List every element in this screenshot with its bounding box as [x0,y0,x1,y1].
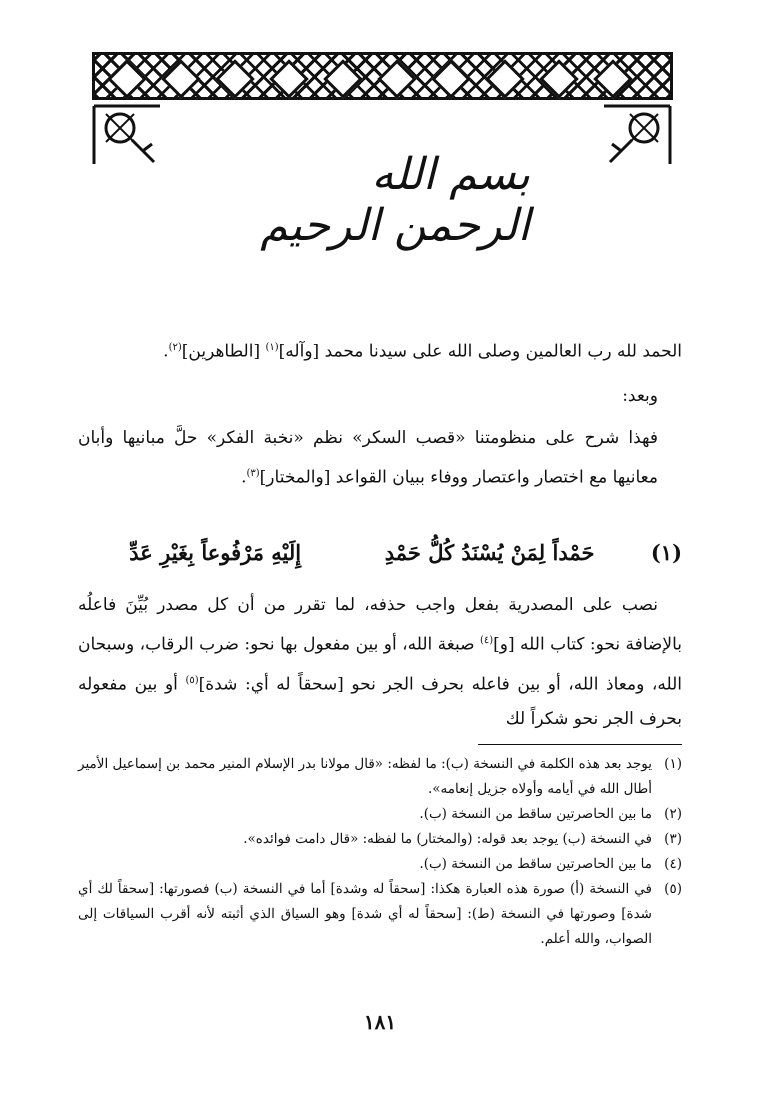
footnote-number: (٣) [664,831,682,847]
ornament-tile [593,59,633,99]
ornament-tile [539,59,579,99]
wabad-line: وبعد: [622,385,658,406]
intro-text: . [241,467,247,488]
footnotes-list [78,752,682,952]
basmala-calligraphy: بسم الله الرحمن الرحيم [260,149,530,251]
footnote-text: في النسخة (ب) يوجد بعد قوله: (والمختار) ما لفظه: «قال دامت فوائده». [243,831,652,847]
footnote-number: (١) [664,756,682,772]
ornament-tile [107,59,147,99]
page-number: ١٨١ [363,1010,397,1034]
intro-text: [الطاهرين] [181,341,261,362]
intro-line-1 [78,330,682,370]
ornament-tile [323,59,363,99]
ornament-tile [377,59,417,99]
footnote-ref: (١) [265,342,279,353]
footnote-item [78,752,682,802]
footnote-text: ما بين الحاصرتين ساقط من النسخة (ب). [419,856,652,872]
footnote-number: (٢) [664,806,682,822]
footnote-text: في النسخة (أ) صورة هذه العبارة هكذا: [سحقاً له وشدة] أما في النسخة (ب) فصورتها: [سحقاً لك أي شدة] وصورتها في النسخة (ط): [سحقاً له أي شدة] وهو السياق الذي أثبته لأنه أقرب السياقات إلى الصواب، والله أعلم. [78,881,652,947]
verse-hemistich-second: إِلَيْهِ مَرْفُوعاً بِغَيْرِ عَدِّ [129,539,302,565]
intro-block [78,330,682,495]
footnote-text: ما بين الحاصرتين ساقط من النسخة (ب). [419,806,652,822]
footnote-item [78,827,682,852]
footnote-text: يوجد بعد هذه الكلمة في النسخة (ب): ما لفظه: «قال مولانا بدر الإسلام المنير محمد بن إسماعيل الأمير أطال الله في أيامه وأولاه جزيل إنعامه». [78,756,652,797]
commentary-text: نصب على المصدرية بفعل واجب حذفه، لما تقرر من أن كل مصدر بُيِّنَ فاعلُه بالإضافة نحو: كتاب الله [و] [78,595,682,655]
footnote-number: (٤) [664,856,682,872]
commentary-paragraph [78,588,682,737]
footnote-ref: (٥) [185,674,199,686]
verse-number: (١) [650,539,682,565]
commentary-text: أو بين مفعوله بحرف الجر نحو شكراً لك [78,674,682,730]
footnote-ref: (٢) [168,342,182,353]
intro-text: الحمد لله رب العالمين وصلى الله على سيدنا محمد [وآله] [278,341,682,362]
ornament-tile [161,59,201,99]
footnote-ref: (٤) [479,635,494,646]
header-ornament-band [92,52,673,100]
ornament-tile [269,59,309,99]
intro-paragraph [78,420,682,496]
footnote-item [78,852,682,877]
ornament-tile [485,59,525,99]
footnote-item [78,877,682,952]
verse-hemistich-first: حَمْداً لِمَنْ يُسْنَدُ كُلُّ حَمْدِ [384,539,595,565]
commentary-text: صبغة الله، أو بين مفعول بها نحو: ضرب الرقاب، وسبحان الله، ومعاذ الله، أو بين فاعله بحرف الجر نحو [سحقاً له أي: شدة] [78,634,682,695]
corner-ornament-left [92,104,162,166]
intro-text: فهذا شرح على منظومتنا «قصب السكر» نظم «نخبة الفكر» حلَّ مبانيها وأبان معانيها مع اختصار واعتصار ووفاء ببيان القواعد [والمختار] [78,427,658,488]
footnote-separator [478,744,682,745]
footnote-item [78,802,682,827]
ornament-tile [215,59,255,99]
footnote-number: (٥) [664,881,682,897]
intro-text: . [163,341,169,362]
corner-ornament-right [602,104,672,166]
ornament-tile [431,59,471,99]
footnote-ref: (٣) [246,467,260,479]
verse-line [78,534,682,570]
